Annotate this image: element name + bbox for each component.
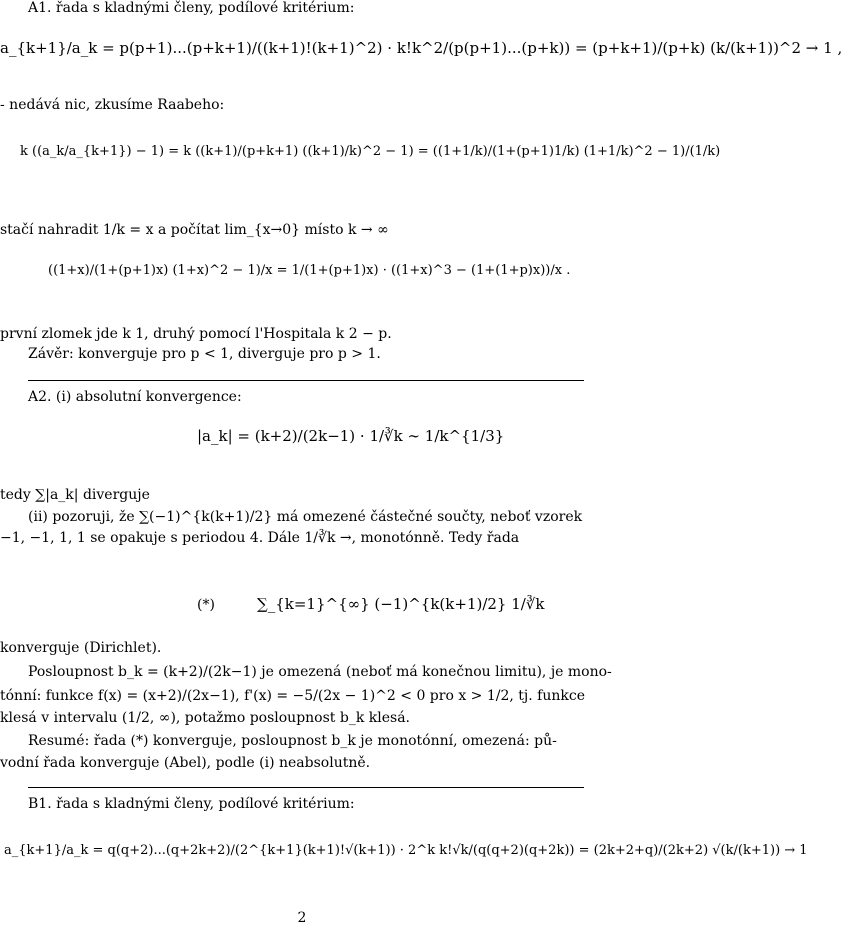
a1-note: - nedává nic, zkusíme Raabeho:: [0, 97, 225, 113]
a2-summary-line-2: vodní řada konverguje (Abel), podle (i) neabsolutně.: [0, 755, 371, 771]
a2-sequence-line-3: klesá v intervalu (1/2, ∞), potažmo posloupnost b_k klesá.: [0, 710, 410, 726]
a2-equation-absolute: |a_k| = (k+2)/(2k−1) · 1/∛k ∼ 1/k^{1/3}: [197, 427, 505, 445]
a2-sequence-line-2: tónní: funkce f(x) = (x+2)/(2x−1), f'(x) = −5/(2x − 1)^2 < 0 pro x > 1/2, tj. funkce: [0, 688, 585, 704]
a1-limit-note: první zlomek jde k 1, druhý pomocí l'Hospitala k 2 − p.: [0, 326, 392, 342]
page-number: 2: [297, 910, 307, 926]
section-divider-a1-a2: [28, 380, 584, 381]
a2-sequence-line-1: Posloupnost b_k = (k+2)/(2k−1) je omezená (neboť má konečnou limitu), je mono-: [28, 664, 612, 680]
b1-equation-ratio: a_{k+1}/a_k = q(q+2)...(q+2k+2)/(2^{k+1}(k+1)!√(k+1)) · 2^k k!√k/(q(q+2)(q+2k)) = (2k+2+q)/(2k+2) √(k/(k+1)) → 1: [4, 843, 808, 858]
a2-equation-series: ∑_{k=1}^{∞} (−1)^{k(k+1)/2} 1/∛k: [257, 595, 545, 613]
a2-star-label: (*): [197, 597, 215, 613]
a1-equation-limit: ((1+x)/(1+(p+1)x) (1+x)^2 − 1)/x = 1/(1+(p+1)x) · ((1+x)^3 − (1+(1+p)x))/x .: [48, 263, 571, 278]
section-divider-a2-b1: [28, 787, 584, 788]
a2-heading: A2. (i) absolutní konvergence:: [28, 389, 242, 405]
b1-heading: B1. řada s kladnými členy, podílové kritérium:: [28, 796, 355, 812]
a2-paragraph-line-2: −1, −1, 1, 1 se opakuje s periodou 4. Dále 1/∛k →, monotónně. Tedy řada: [0, 530, 520, 546]
a2-divergence-text: tedy ∑|a_k| diverguje: [0, 487, 150, 503]
a1-conclusion: Závěr: konverguje pro p < 1, diverguje pro p > 1.: [28, 346, 381, 362]
a2-dirichlet-text: konverguje (Dirichlet).: [0, 640, 162, 656]
a1-heading: A1. řada s kladnými členy, podílové kritérium:: [28, 0, 355, 16]
a1-equation-ratio: a_{k+1}/a_k = p(p+1)...(p+k+1)/((k+1)!(k+1)^2) · k!k^2/(p(p+1)...(p+k)) = (p+k+1)/(p+k) (k/(k+1))^2 → 1 ,: [0, 39, 842, 57]
a2-paragraph-line-1: (ii) pozoruji, že ∑(−1)^{k(k+1)/2} má omezené částečné součty, neboť vzorek: [28, 509, 583, 525]
a1-equation-raabe: k ((a_k/a_{k+1}) − 1) = k ((k+1)/(p+k+1) ((k+1)/k)^2 − 1) = ((1+1/k)/(1+(p+1)1/k) (1+1/k)^2 − 1)/(1/k): [20, 144, 721, 159]
a1-substitution-text: stačí nahradit 1/k = x a počítat lim_{x→0} místo k → ∞: [0, 222, 389, 238]
a2-summary-line-1: Resumé: řada (*) konverguje, posloupnost b_k je monotónní, omezená: pů-: [28, 733, 557, 749]
